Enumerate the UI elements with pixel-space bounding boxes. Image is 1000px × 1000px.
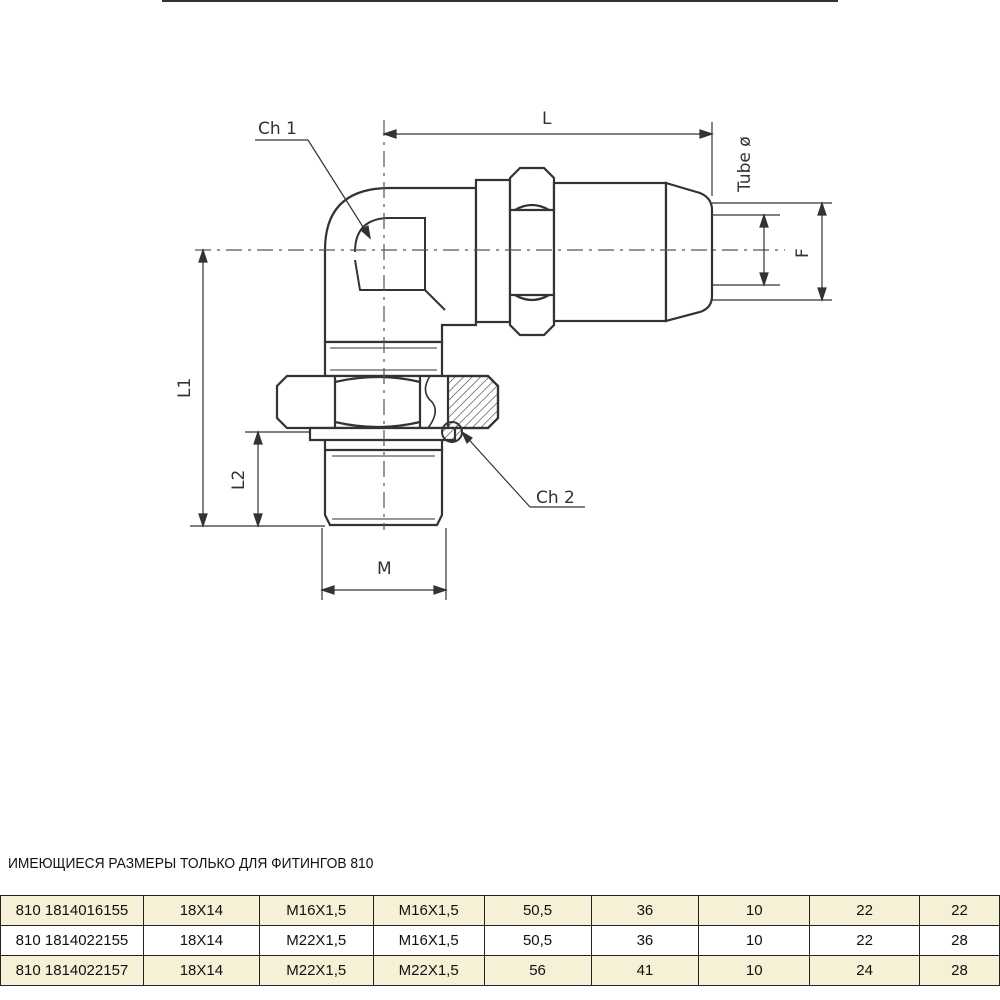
cell-l1: 36 — [591, 896, 699, 926]
sizes-table — [0, 895, 1000, 986]
label-f: F — [793, 248, 813, 258]
cell-thread-m: M22X1,5 — [259, 926, 373, 956]
cell-l2: 10 — [699, 926, 810, 956]
cell-thread-f: M22X1,5 — [373, 956, 484, 986]
fitting-body — [277, 168, 712, 525]
cell-ch2: 22 — [920, 896, 1000, 926]
label-m: M — [377, 559, 392, 579]
table-row — [1, 926, 1000, 956]
label-ch2: Ch 2 — [536, 488, 575, 508]
label-l: L — [542, 109, 552, 129]
cell-thread-f: M16X1,5 — [373, 926, 484, 956]
cell-ch1: 22 — [810, 926, 920, 956]
cell-code: 810 1814022155 — [1, 926, 144, 956]
label-ch1: Ch 1 — [258, 119, 297, 139]
cell-l: 50,5 — [484, 896, 591, 926]
cell-tube: 18X14 — [143, 926, 259, 956]
cell-thread-f: M16X1,5 — [373, 896, 484, 926]
cell-l: 50,5 — [484, 926, 591, 956]
cell-tube: 18X14 — [143, 956, 259, 986]
table-row — [1, 956, 1000, 986]
cell-l1: 41 — [591, 956, 699, 986]
cell-tube: 18X14 — [143, 896, 259, 926]
table-row — [1, 896, 1000, 926]
cell-l2: 10 — [699, 956, 810, 986]
cell-code: 810 1814016155 — [1, 896, 144, 926]
cell-code: 810 1814022157 — [1, 956, 144, 986]
cell-l: 56 — [484, 956, 591, 986]
label-l2: L2 — [229, 469, 249, 490]
cell-thread-m: M16X1,5 — [259, 896, 373, 926]
cell-thread-m: M22X1,5 — [259, 956, 373, 986]
cell-ch1: 22 — [810, 896, 920, 926]
cell-l1: 36 — [591, 926, 699, 956]
label-l1: L1 — [175, 377, 195, 398]
cell-l2: 10 — [699, 896, 810, 926]
table-caption: ИМЕЮЩИЕСЯ РАЗМЕРЫ ТОЛЬКО ДЛЯ ФИТИНГОВ 810 — [8, 855, 374, 872]
cell-ch2: 28 — [920, 956, 1000, 986]
cell-ch2: 28 — [920, 926, 1000, 956]
cell-ch1: 24 — [810, 956, 920, 986]
label-tube: Tube ø — [735, 136, 755, 192]
